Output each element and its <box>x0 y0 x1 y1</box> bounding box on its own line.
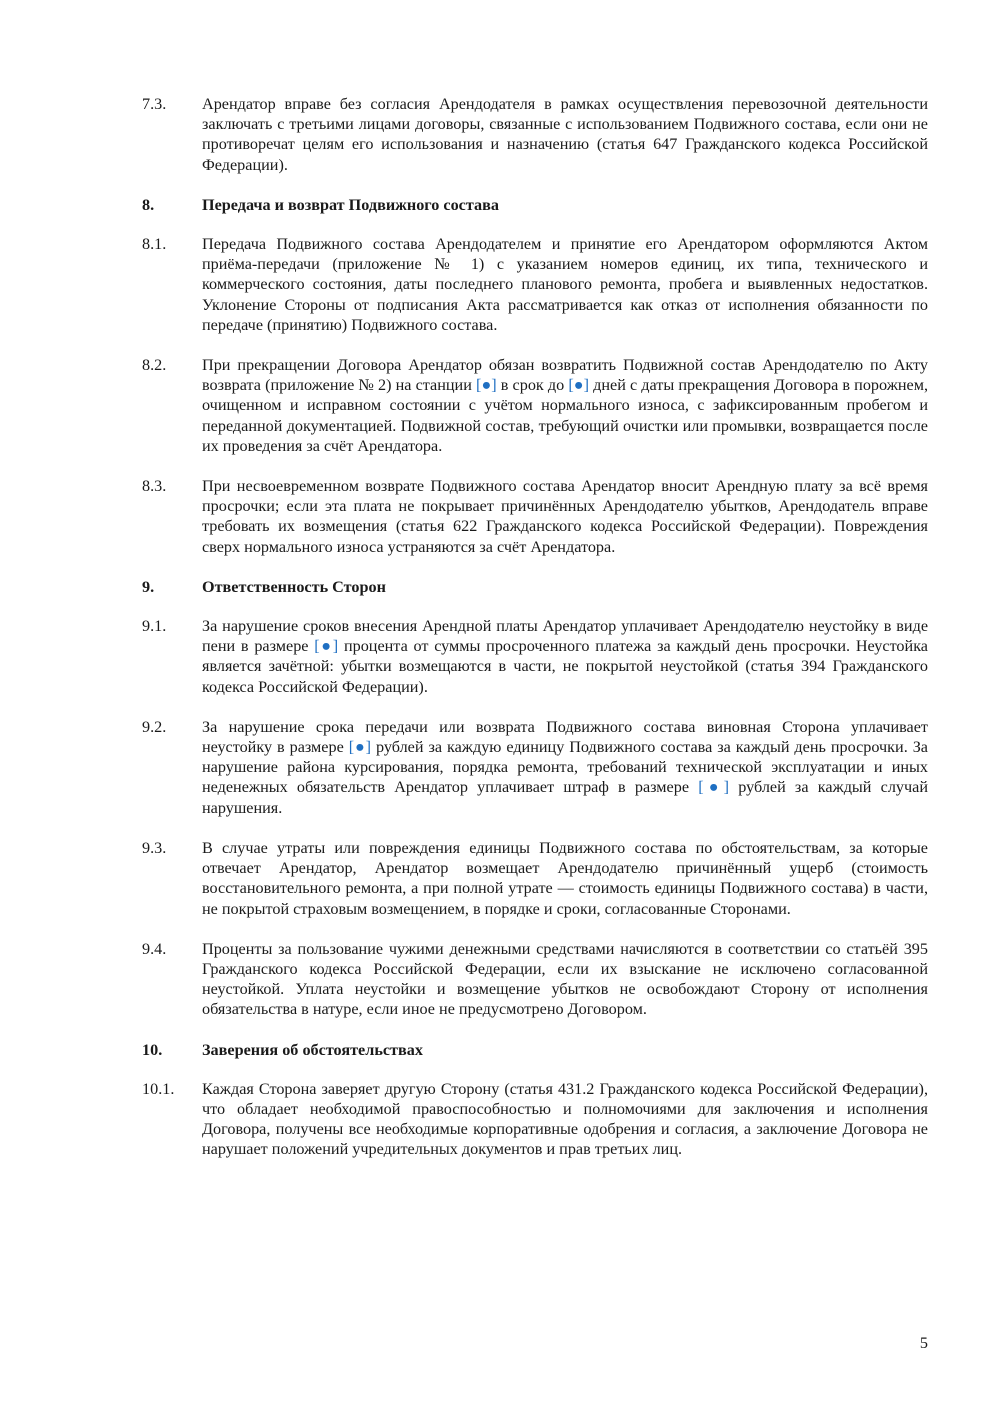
clause-number: 9.2. <box>142 717 167 736</box>
text-segment: процента от суммы просроченного платежа за каждый день просрочки. Неустойка является зачётной: убытки возмещаются в части, не покрытой неустойкой (статья 394 Гражданского кодекса Российской Федерации). <box>202 637 928 696</box>
section-heading-9 <box>142 577 928 597</box>
placeholder-marker: [●] <box>314 637 339 656</box>
clause-7-3 <box>142 94 928 175</box>
clause-number: 9.3. <box>142 838 167 857</box>
clause-8-2 <box>142 355 928 456</box>
text-segment: За нарушение срока передачи или возврата Подвижного состава виновная Сторона уплачивает неустойку в размере <box>202 717 928 757</box>
clause-9-2 <box>142 717 928 818</box>
section-title: Передача и возврат Подвижного состава <box>202 195 499 214</box>
clause-text <box>202 717 928 818</box>
placeholder-marker: [●] <box>698 778 730 797</box>
text-segment: При прекращении Договора Арендатор обязан возвратить Подвижной состав Арендодателю по Акту возврата (приложение № 2) на станции <box>202 356 928 395</box>
clause-text: Каждая Сторона заверяет другую Сторону (статья 431.2 Гражданского кодекса Российской Федерации), что обладает необходимой правоспособностью и полномочиями для заключения и исполнения Договора, получены все необходимые корпоративные одобрения и согласия, а заключение Договора не нарушает положений учредительных документов и прав третьих лиц. <box>202 1079 928 1159</box>
text-segment: рублей за каждую единицу Подвижного состава за каждый день просрочки. За нарушение района курсирования, порядка ремонта, требований технической эксплуатации и иных неденежных обязательств Арендатор уплачивает штраф в размере <box>202 738 928 797</box>
placeholder-marker: [●] <box>568 376 590 395</box>
clause-9-4 <box>142 939 928 1020</box>
clause-8-3 <box>142 476 928 557</box>
clause-text: Проценты за пользование чужими денежными средствами начисляются в соответствии со статьёй 395 Гражданского кодекса Российской Федерации, если их взыскание не исключено согласованной неустойкой. Уплата неустойки и возмещение убытков не освобождают Сторону от исполнения обязательства в натуре, если иное не предусмотрено Договором. <box>202 939 928 1019</box>
placeholder-marker: [●] <box>476 376 497 395</box>
section-number: 10. <box>142 1040 163 1059</box>
clause-number: 8.1. <box>142 235 167 254</box>
section-number: 8. <box>142 195 155 214</box>
clause-number: 8.3. <box>142 477 167 496</box>
clause-9-3 <box>142 838 928 919</box>
clause-number: 9.4. <box>142 939 167 958</box>
text-segment: в срок до <box>496 376 569 395</box>
text-segment: рублей за каждый случай нарушения. <box>202 778 928 817</box>
section-number: 9. <box>142 577 155 596</box>
clause-text <box>202 616 928 697</box>
clause-10-1 <box>142 1079 928 1160</box>
section-title: Заверения об обстоятельствах <box>202 1040 423 1059</box>
clause-number: 10.1. <box>142 1079 175 1098</box>
section-heading-8 <box>142 195 928 215</box>
clause-text: В случае утраты или повреждения единицы Подвижного состава по обстоятельствам, за которые отвечает Арендатор, Арендатор возмещает Арендодателю причинённый ущерб (стоимость восстановительного ремонта, а при полной утрате — стоимость единицы Подвижного состава) в части, не покрытой страховым возмещением, в порядке и сроки, согласованные Сторонами. <box>202 838 928 918</box>
page-number: 5 <box>919 1334 928 1352</box>
placeholder-marker: [●] <box>348 738 372 757</box>
clause-number: 8.2. <box>142 356 167 375</box>
clause-text <box>202 355 928 456</box>
clause-text: Передача Подвижного состава Арендодателем и принятие его Арендатором оформляются Актом приёма-передачи (приложение № 1) с указанием номеров единиц, их типа, технического и коммерческого состояния, даты последнего планового ремонта, пробега и выявленных недостатков. Уклонение Стороны от подписания Акта рассматривается как отказ от исполнения обязанности по передаче (принятию) Подвижного состава. <box>202 235 928 334</box>
section-heading-10 <box>142 1040 928 1060</box>
section-title: Ответственность Сторон <box>202 577 386 596</box>
clause-text: Арендатор вправе без согласия Арендодателя в рамках осуществления перевозочной деятельности заключать с третьими лицами договоры, связанные с использованием Подвижного состава, если они не противоречат целям его использования и назначению (статья 647 Гражданского кодекса Российской Федерации). <box>202 95 928 174</box>
clause-text: При несвоевременном возврате Подвижного состава Арендатор вносит Арендную плату за всё время просрочки; если эта плата не покрывает причинённых Арендодателю убытков, Арендодатель вправе требовать их возмещения (статья 622 Гражданского кодекса Российской Федерации). Повреждения сверх нормального износа устраняются за счёт Арендатора. <box>202 477 928 556</box>
text-segment: За нарушение сроков внесения Арендной платы Арендатор уплачивает Арендодателю неустойку в виде пени в размере <box>202 617 928 656</box>
clause-9-1 <box>142 616 928 697</box>
clause-number: 7.3. <box>142 95 167 113</box>
clause-8-1 <box>142 234 928 335</box>
clause-number: 9.1. <box>142 617 167 636</box>
text-segment: дней с даты прекращения Договора в порожнем, очищенном и исправном состоянии с учётом нормального износа, с зафиксированным пробегом и переданной документацией. Подвижной состав, требующий очистки или промывки, возвращается после их проведения за счёт Арендатора. <box>202 376 929 455</box>
document-body <box>142 94 928 1180</box>
